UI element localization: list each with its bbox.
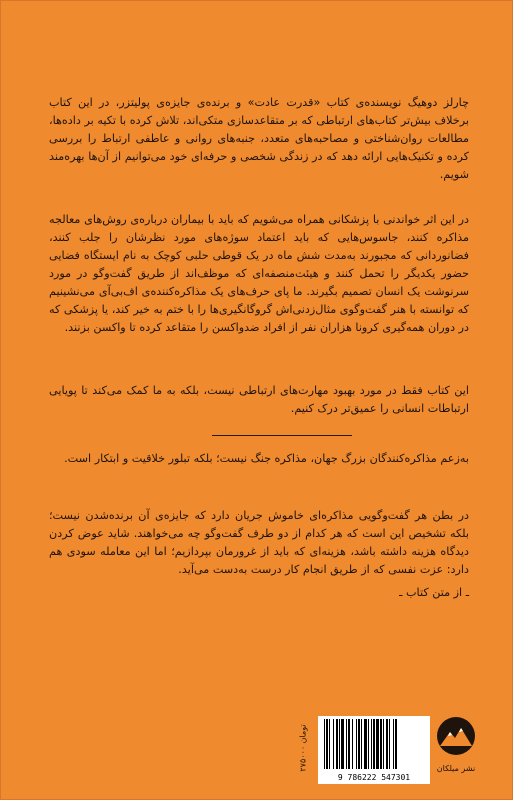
publisher-mountain-icon	[436, 712, 476, 762]
price-label	[290, 712, 316, 784]
barcode-bar	[356, 719, 357, 769]
barcode-bar	[358, 719, 360, 769]
barcode-bar	[346, 719, 347, 769]
barcode-bars	[322, 719, 426, 769]
barcode-bar	[368, 719, 369, 769]
barcode-bar	[361, 719, 362, 769]
quote-paragraph-1	[49, 450, 469, 468]
quote-attribution	[49, 584, 469, 602]
quote-text: در بطن هر گفت‌وگویی مذاکره‌ای خاموش جریان دارد که جایزه‌ی آن برنده‌شدن نیست؛ بلکه تشخیص این است که هر کدام از دو طرف گفت‌وگو چه می‌خواهند. شاید عوض کردن دیدگاه هزینه داشته باشد، هزینه‌ای که باید از غرورمان بپردازیم؛ اما این معامله سودی هم دارد: عزت نفسی که از طریق انجام کار درست به‌دست می‌آید.	[49, 509, 469, 576]
barcode-bar	[333, 719, 334, 769]
barcode-bar	[373, 719, 375, 769]
barcode-bar	[348, 719, 350, 769]
quote-text: به‌زعم مذاکره‌کنندگان بزرگ جهان، مذاکره جنگ نیست؛ بلکه تبلور خلاقیت و ابتکار است.	[64, 452, 469, 465]
barcode-bar	[395, 719, 397, 769]
barcode-bar	[393, 719, 394, 769]
synopsis-paragraph-1	[49, 94, 469, 184]
paragraph-text: چارلز دوهیگ نویسنده‌ی کتاب «قدرت عادت» و برنده‌ی جایزه‌ی پولیتزر، در این کتاب برخلاف بیش‌تر کتاب‌های ارتباطی که بر متقاعدسازی متکی‌اند، تلاش کرده با تکیه بر داده‌ها، مطالعات روان‌شناختی و مصاحبه‌های متعدد، جنبه‌های روانی و عاطفی ارتباط را بررسی کرده و تکنیک‌هایی ارائه دهد که در زندگی شخصی و حرفه‌ای خود می‌توانیم از آن‌ها بهره‌مند شویم.	[49, 96, 469, 181]
synopsis-paragraph-2	[49, 211, 469, 337]
isbn-barcode	[318, 716, 430, 784]
barcode-bar	[371, 719, 372, 769]
barcode-bar	[389, 719, 390, 769]
barcode-bar	[329, 719, 330, 769]
isbn-number: 9 786222 547301	[337, 773, 411, 782]
barcode-bar	[326, 719, 328, 769]
barcode-bar	[364, 719, 367, 769]
price-text: ۲۷۵۰۰۰ تومان	[298, 724, 308, 772]
attribution-text: ـ از متن کتاب ـ	[399, 586, 469, 599]
barcode-bar	[383, 719, 384, 769]
paragraph-text: در این اثر خواندنی با پزشکانی همراه می‌شویم که باید با بیماران درباره‌ی روش‌های معالجه مذاکره کنند، جاسوس‌هایی که باید اعتماد سوژه‌های مورد نظرشان را جلب کنند، فضانوردانی که مجبورند به‌مدت شش ماه در یک قوطی حلبی کوچک به نام ایستگاه فضایی حضور یکدیگر را تحمل کنند و هیئت‌منصفه‌ای که موظف‌اند از طریق گفت‌وگو در مورد سرنوشت یک انسان تصمیم بگیرند. ما پای حرف‌های یک مذاکره‌کننده‌ی اف‌بی‌آی می‌نشینیم که توانسته با هنر گفت‌وگوی مثال‌زدنی‌اش گروگانگیری‌ها را با ختم به خیر کند، یا پزشکی که در دوران همه‌گیری کرونا هزاران نفر از افراد ضدواکسن را متقاعد کرده تا واکسن بزنند.	[49, 213, 469, 334]
barcode-bar	[341, 719, 344, 769]
section-divider	[212, 435, 352, 436]
barcode-bar	[336, 719, 338, 769]
synopsis-paragraph-3	[49, 382, 469, 418]
quote-paragraph-2	[49, 507, 469, 579]
barcode-bar	[386, 719, 388, 769]
barcode-bar	[376, 719, 379, 769]
publisher-logo	[434, 712, 478, 784]
barcode-bar	[352, 719, 353, 769]
publisher-name: نشر میلکان	[436, 764, 476, 773]
barcode-bar	[339, 719, 340, 769]
barcode-bar	[380, 719, 382, 769]
barcode-bar	[324, 719, 325, 769]
paragraph-text: این کتاب فقط در مورد بهبود مهارت‌های ارتباطی نیست، بلکه به ما کمک می‌کند تا پویایی ارتباطات انسانی را عمیق‌تر درک کنیم.	[49, 384, 469, 415]
